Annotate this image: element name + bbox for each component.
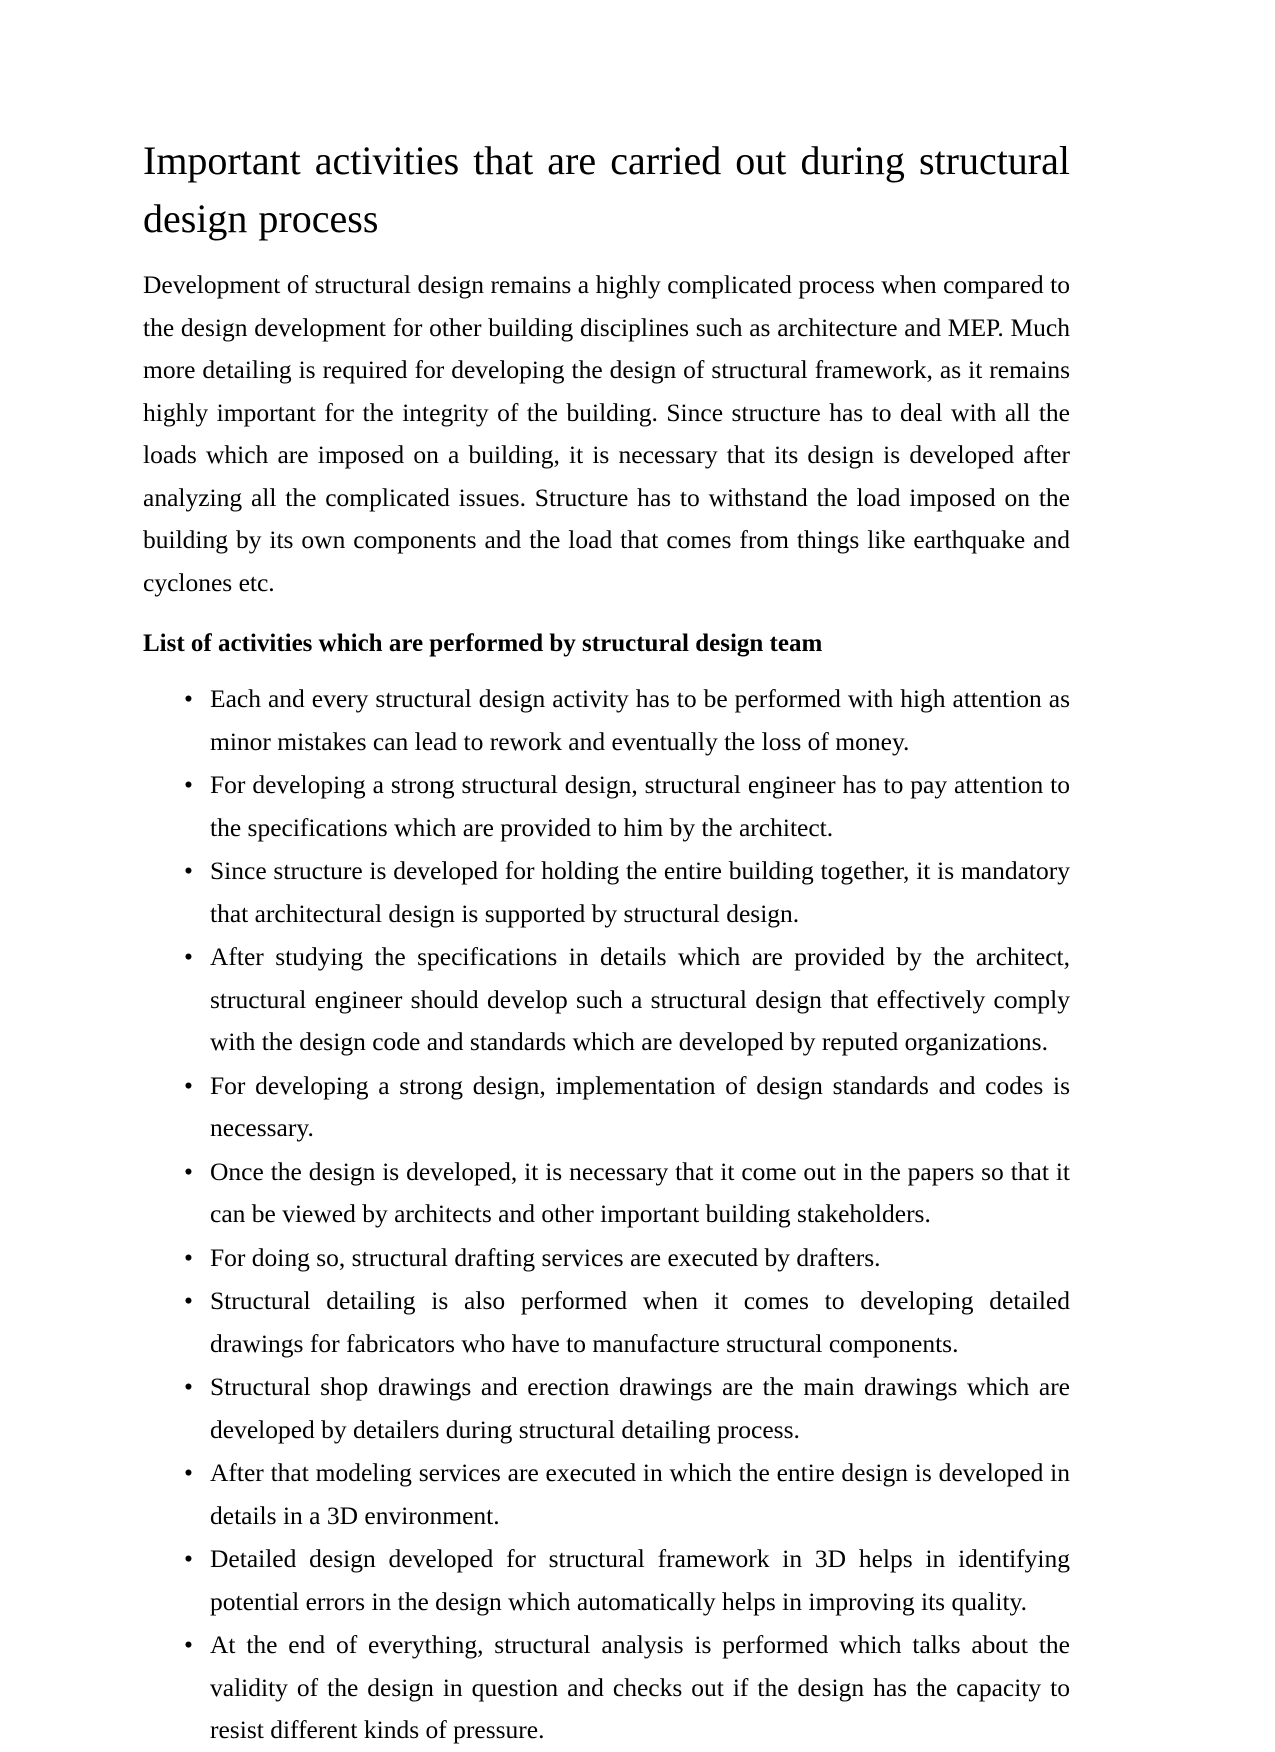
list-item-label: For developing a strong structural design, structural engineer has to pay attention to the specifications which are provided to him by the architect. (210, 770, 1070, 842)
bullet-icon: • (184, 770, 193, 799)
list-item-label: Structural shop drawings and erection drawings are the main drawings which are developed by detailers during structural detailing process. (210, 1372, 1070, 1444)
list-item-label: Since structure is developed for holding the entire building together, it is mandatory that architectural design is supported by structural design. (210, 856, 1070, 928)
list-item-label: After studying the specifications in details which are provided by the architect, structural engineer should develop such a structural design that effectively comply with the design code and standards which are developed by reputed organizations. (210, 942, 1070, 1056)
list-item (143, 1538, 1070, 1623)
list-item (143, 1624, 1070, 1752)
list-item (143, 1237, 1070, 1280)
list-item-label: Detailed design developed for structural framework in 3D helps in identifying potential errors in the design which automatically helps in improving its quality. (210, 1544, 1070, 1616)
bullet-icon: • (184, 1286, 193, 1315)
list-item-label: At the end of everything, structural analysis is performed which talks about the validity of the design in question and checks out if the design has the capacity to resist different kinds of pressure. (210, 1630, 1070, 1744)
bullet-icon: • (184, 856, 193, 885)
list-item-label: Structural detailing is also performed when it comes to developing detailed drawings for fabricators who have to manufacture structural components. (210, 1286, 1070, 1358)
list-item (143, 678, 1070, 763)
list-item (143, 850, 1070, 935)
list-item-label: For doing so, structural drafting services are executed by drafters. (210, 1242, 881, 1272)
list-item (143, 936, 1070, 1064)
bullet-icon: • (184, 1156, 193, 1186)
list-item (143, 1452, 1070, 1537)
bullet-icon: • (184, 1544, 193, 1573)
list-item-label: Each and every structural design activity has to be performed with high attention as minor mistakes can lead to rework and eventually the loss of money. (210, 684, 1070, 756)
section-heading: List of activities which are performed by structural design team (143, 630, 823, 657)
list-item (143, 1366, 1070, 1451)
intro-paragraph: Development of structural design remains a highly complicated process when compared to the design development for other building disciplines such as architecture and MEP. Much more detailing is required for developing the design of structural framework, as it remains highly important for the integrity of the building. Since structure has to deal with all the loads which are imposed on a building, it is necessary that its design is developed after analyzing all the complicated issues. Structure has to withstand the load imposed on the building by its own components and the load that comes from things like earthquake and cyclones etc. (143, 270, 1070, 597)
page-title: Important activities that are carried out during structural design process (143, 138, 1070, 241)
activity-list (143, 678, 1070, 1752)
list-item-label: For developing a strong design, implementation of design standards and codes is necessary. (210, 1070, 1070, 1142)
list-item (143, 1151, 1070, 1236)
bullet-icon: • (184, 1242, 193, 1272)
list-item-label: After that modeling services are executed in which the entire design is developed in details in a 3D environment. (210, 1458, 1070, 1530)
list-item (143, 764, 1070, 849)
list-item (143, 1065, 1070, 1150)
list-item (143, 1280, 1070, 1365)
list-item-label: Once the design is developed, it is necessary that it come out in the papers so that it can be viewed by architects and other important building stakeholders. (210, 1156, 1070, 1228)
bullet-icon: • (184, 942, 193, 971)
bullet-icon: • (184, 1458, 193, 1487)
bullet-icon: • (184, 1070, 193, 1100)
bullet-icon: • (184, 1372, 193, 1401)
bullet-icon: • (184, 684, 193, 713)
bullet-icon: • (184, 1630, 193, 1659)
